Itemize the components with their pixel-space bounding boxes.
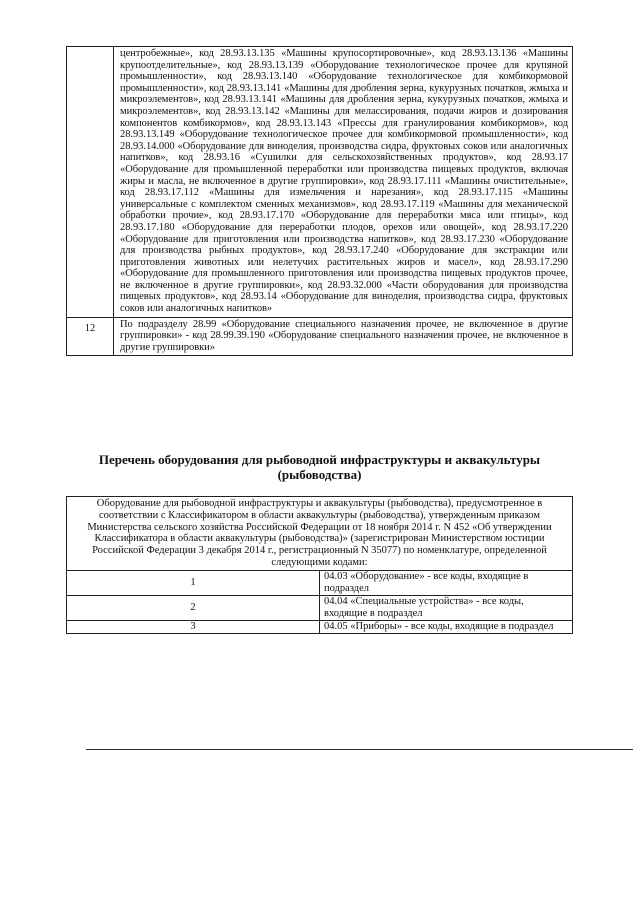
row-text: 04.04 «Специальные устройства» - все коды, входящие в подраздел [320,595,573,620]
row-text-cell [114,47,573,318]
row-text-cell [114,317,573,356]
table-intro: Оборудование для рыбоводной инфраструктуры и аквакультуры (рыбоводства), предусмотренное в соответствии с Классификатором в области аквакультуры (рыбоводства), утвержденным приказом Министерства сельского хозяйства Российской Федерации от 18 ноября 2014 г. N 452 «Об утверждении Классификатора в области аквакультуры (рыбоводства)» (зарегистрирован Министерством юстиции Российской Федерации 3 декабря 2014 г., регистрационный N 35077) по номенклатуре, определенной следующими кодами: [67,497,573,571]
row-text: центробежные», код 28.93.13.135 «Машины крупосортировочные», код 28.93.13.136 «Машины крупоотделительные», код 28.93.13.139 «Оборудование технологическое прочее для крупяной промышленности», код 28.93.13.140 «Оборудование технологическое для комбикормовой промышленности», код 28.93.13.141 «Машины для дробления зерна, кукурузных початков, жмыха и микроэлементов», код 28.93.13.141 «Машины для дробления зерна, кукурузных початков, жмыха и микроэлементов», код 28.93.13.142 «Машины для меласcирования, подачи жиров и дозирования компонентов комбикормов», код 28.93.13.143 «Прессы для гранулирования комбикормов», код 28.93.13.149 «Оборудование технологическое прочее для комбикормовой промышленности», код 28.93.14.000 «Оборудование для виноделия, производства сидра, фруктовых соков или аналогичных напитков», код 28.93.16 «Сушилки для сельскохозяйственных продуктов», код 28.93.17 «Оборудование для промышленной переработки или производства пищевых продуктов, включая жиры и масла, не включенное в другие группировки», код 28.93.17.111 «Машины очистительные», код 28.93.17.112 «Машины для измельчения и нарезания», код 28.93.17.115 «Машины универсальные с комплектом сменных механизмов», код 28.93.17.119 «Машины для механической обработки прочие», код 28.93.17.170 «Оборудование для переработки мяса или птицы», код 28.93.17.180 «Оборудование для переработки плодов, орехов или овощей», код 28.93.17.220 «Оборудование для приготовления или производства напитков», код 28.93.17.230 «Оборудование для производства рыбных продуктов», код 28.93.17.240 «Оборудование для экстракции или приготовления животных или нелетучих растительных жиров и масел», код 28.93.17.290 «Оборудование для промышленного приготовления или производства пищевых продуктов прочее, не включенное в другие группировки», код 28.93.32.000 «Части оборудования для производства пищевых продуктов», код 28.93.14 «Оборудование для виноделия, производства сидра, фруктовых соков или аналогичных напитков» [120,48,568,315]
row-number: 12 [67,317,114,356]
equipment-codes-table [66,46,573,356]
table-row [67,620,573,633]
row-number: 1 [67,570,320,595]
footer-divider [86,749,633,750]
table-row [67,47,573,318]
table-row [67,570,573,595]
aquaculture-equipment-table [66,496,573,634]
row-text: 04.05 «Приборы» - все коды, входящие в подраздел [320,620,573,633]
row-number: 2 [67,595,320,620]
table-intro-row [67,497,573,571]
row-number [67,47,114,318]
table-row [67,595,573,620]
row-text: 04.03 «Оборудование» - все коды, входящие в подраздел [320,570,573,595]
table-row [67,317,573,356]
section-heading: Перечень оборудования для рыбоводной инфраструктуры и аквакультуры (рыбоводства) [98,452,541,482]
row-number: 3 [67,620,320,633]
row-text: По подразделу 28.99 «Оборудование специального назначения прочее, не включенное в другие группировки» - код 28.99.39.190 «Оборудование специального назначения прочее, не включенное в другие группировки» [120,318,568,353]
